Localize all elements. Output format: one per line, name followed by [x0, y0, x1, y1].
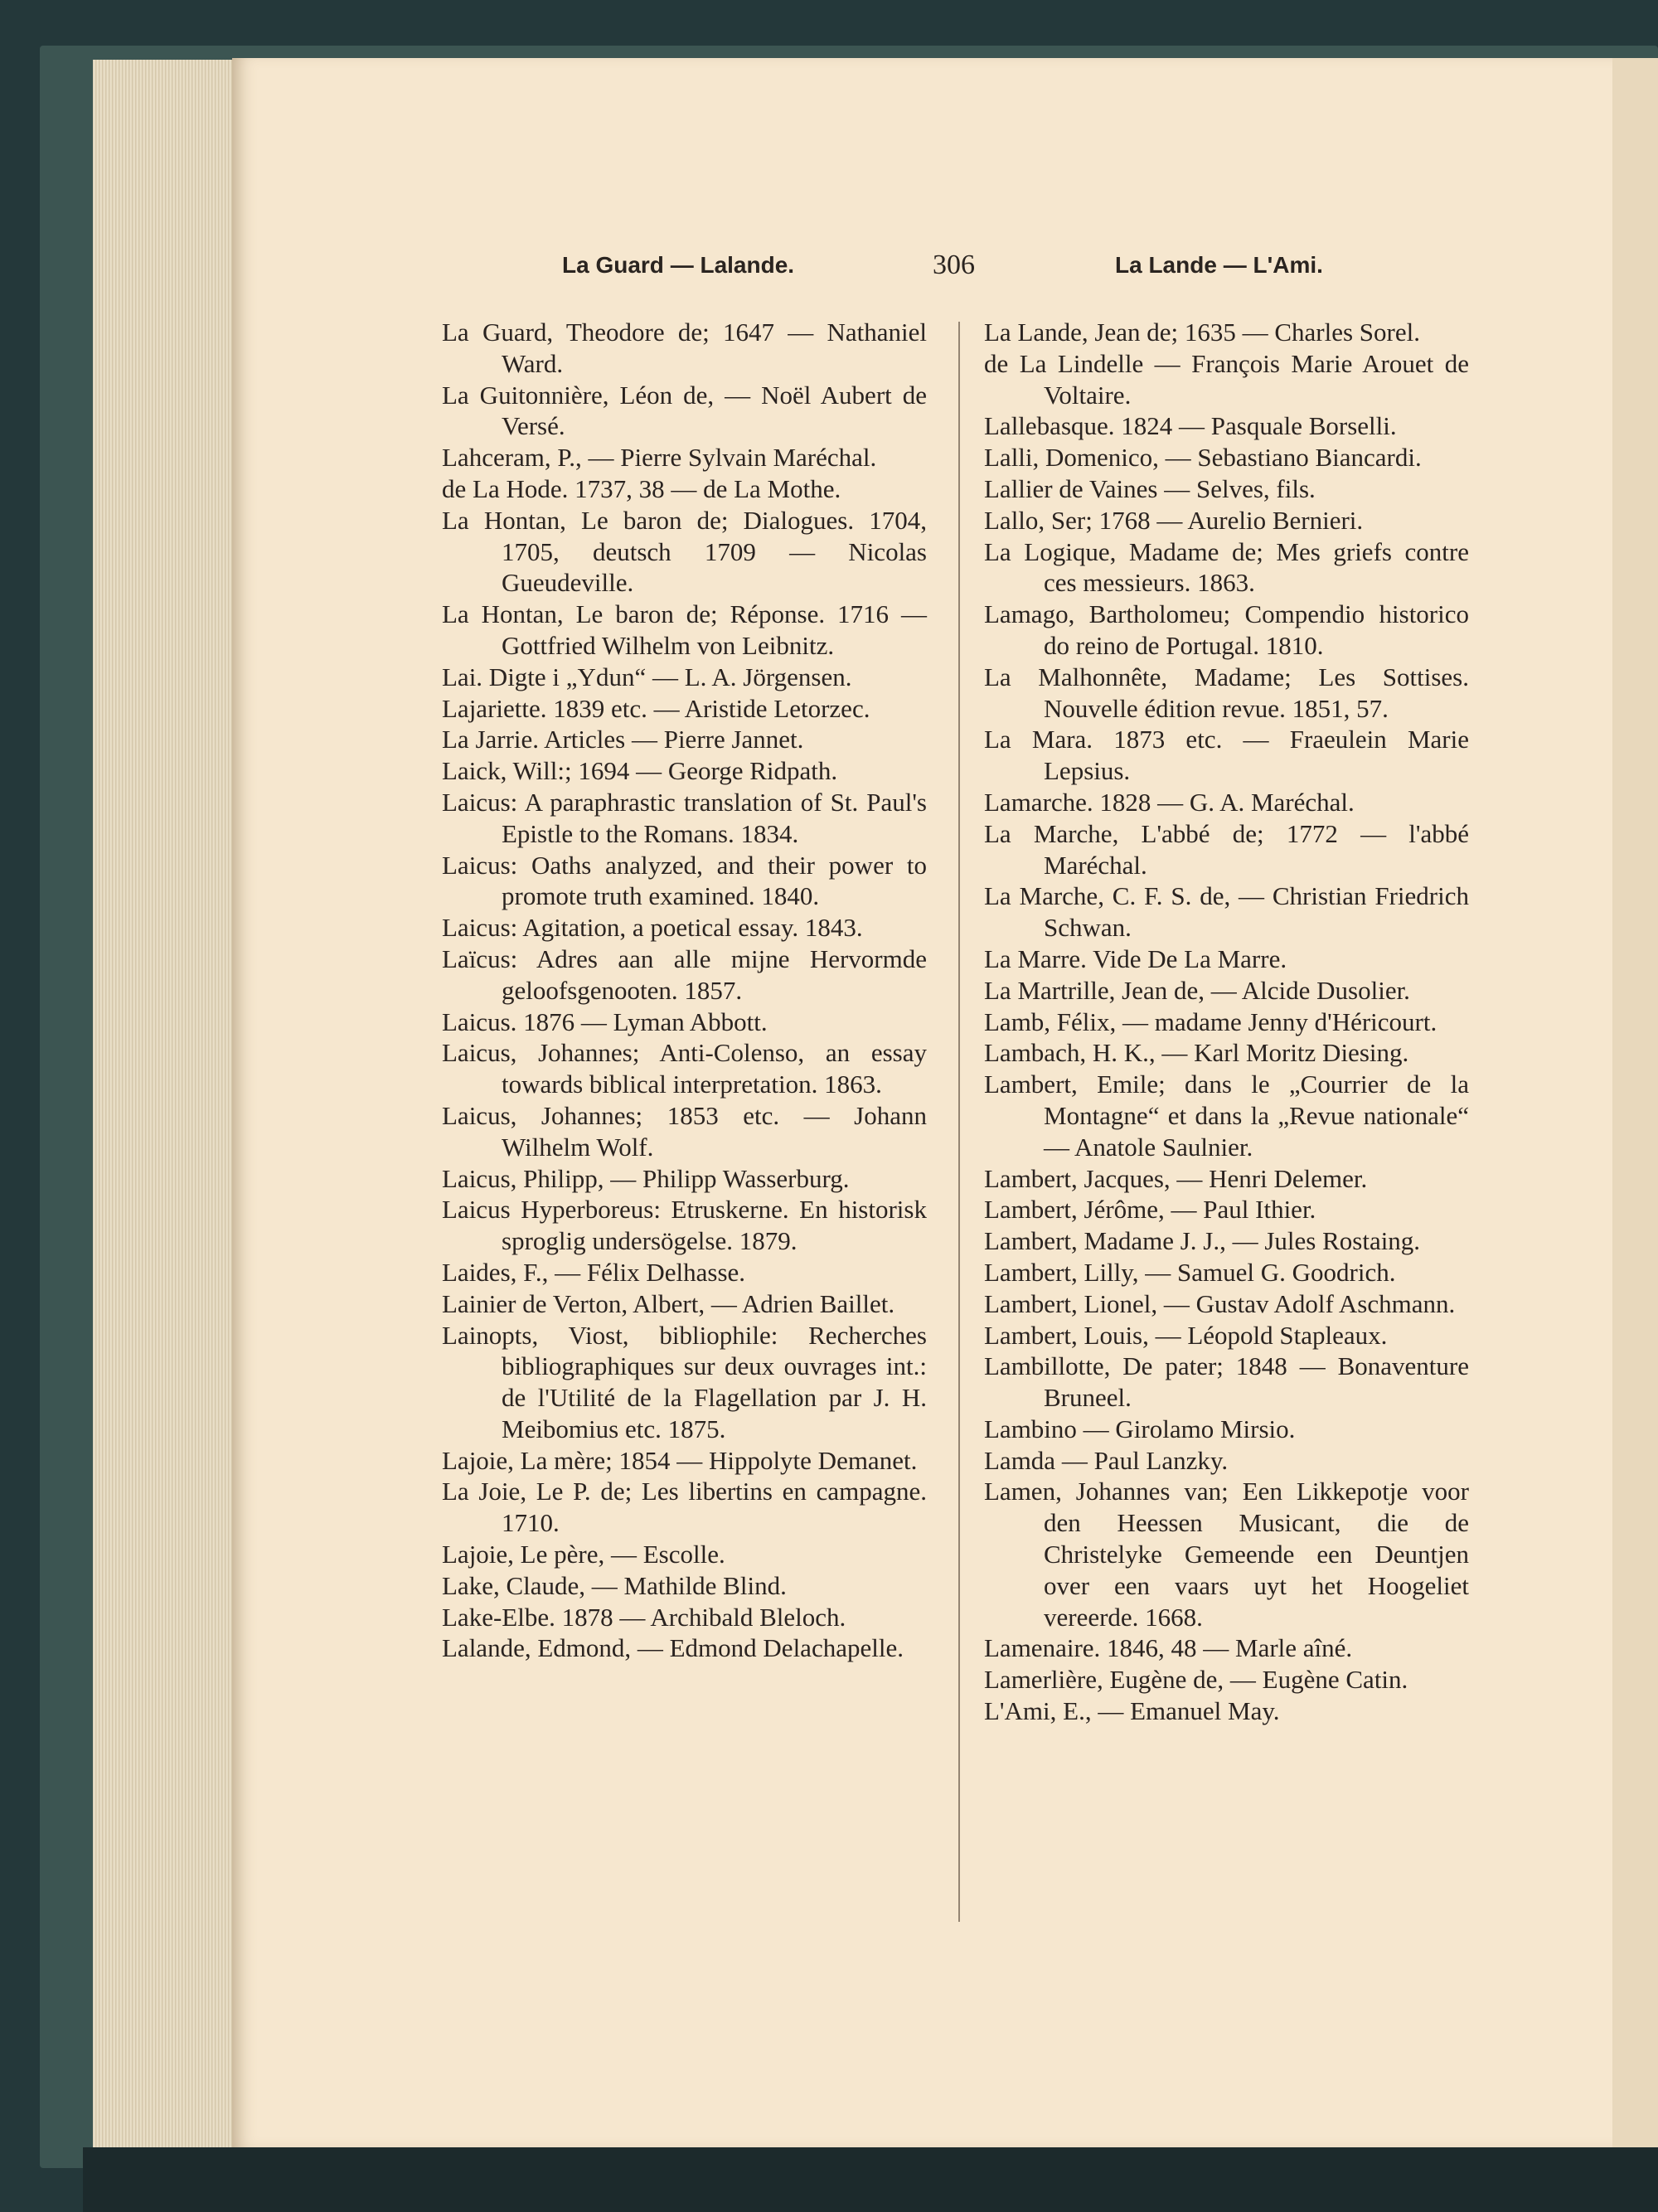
index-entry: Lainopts, Viost, bibliophile: Recherches bibliographiques sur deux ouvrages int.: de l'Utilité de la Flagellation par J. H. Meibomius etc. 1875.	[442, 1320, 927, 1443]
running-head-right: La Lande — L'Ami.	[1115, 252, 1323, 278]
index-entry: Laicus. 1876 — Lyman Abbott.	[442, 1007, 768, 1036]
index-entry: La Hontan, Le baron de; Réponse. 1716 — Gottfried Wilhelm von Leibnitz.	[442, 599, 927, 660]
index-entry: de La Lindelle — François Marie Arouet de Voltaire.	[984, 348, 1469, 410]
index-entry: Laicus: A paraphrastic translation of St. Paul's Epistle to the Romans. 1834.	[442, 787, 927, 848]
index-entry: La Martrille, Jean de, — Alcide Dusolier.	[984, 975, 1410, 1005]
index-entry: Lamago, Bartholomeu; Compendio historico do reino de Portugal. 1810.	[984, 599, 1469, 660]
index-entry: Lambert, Madame J. J., — Jules Rostaing.	[984, 1226, 1421, 1256]
index-entry: Lai. Digte i „Ydun“ — L. A. Jörgensen.	[442, 662, 852, 691]
index-entry: Laicus, Johannes; Anti-Colenso, an essay towards biblical interpretation. 1863.	[442, 1038, 927, 1099]
background-shadow	[83, 2147, 1658, 2212]
running-head-left: La Guard — Lalande.	[562, 252, 795, 278]
index-entry: La Joie, Le P. de; Les libertins en campagne. 1710.	[442, 1477, 927, 1538]
index-entry: La Guard, Theodore de; 1647 — Nathaniel Ward.	[442, 318, 927, 378]
page-edges	[93, 60, 238, 2149]
index-entry: de La Hode. 1737, 38 — de La Mothe.	[442, 473, 841, 503]
index-entry: La Logique, Madame de; Mes griefs contre ces messieurs. 1863.	[984, 536, 1469, 598]
index-entry: Laicus: Oaths analyzed, and their power to promote truth examined. 1840.	[442, 850, 927, 911]
index-entry: Lallier de Vaines — Selves, fils.	[984, 473, 1316, 503]
index-entry: Lainier de Verton, Albert, — Adrien Baillet.	[442, 1288, 895, 1318]
index-entry: Lajoie, La mère; 1854 — Hippolyte Demanet.	[442, 1445, 918, 1475]
left-column	[442, 317, 927, 1664]
index-entry: Laick, Will:; 1694 — George Ridpath.	[442, 756, 838, 786]
index-entry: La Marche, L'abbé de; 1772 — l'abbé Maréchal.	[984, 818, 1469, 880]
index-entry: Lambach, H. K., — Karl Moritz Diesing.	[984, 1038, 1409, 1068]
index-entry: Lambert, Emile; dans le „Courrier de la Montagne“ et dans la „Revue nationale“ — Anatole Saulnier.	[984, 1070, 1469, 1162]
index-entry: La Mara. 1873 etc. — Fraeulein Marie Lepsius.	[984, 725, 1469, 786]
index-entry: Lake, Claude, — Mathilde Blind.	[442, 1570, 787, 1600]
index-entry: Lamb, Félix, — madame Jenny d'Héricourt.	[984, 1007, 1437, 1036]
index-entry: L'Ami, E., — Emanuel May.	[984, 1696, 1280, 1726]
index-entry: Lalande, Edmond, — Edmond Delachapelle.	[442, 1633, 904, 1663]
index-entry: Lahceram, P., — Pierre Sylvain Maréchal.	[442, 443, 877, 473]
index-entry: Lambert, Lionel, — Gustav Adolf Aschmann.	[984, 1288, 1456, 1318]
index-entry: Lajariette. 1839 etc. — Aristide Letorzec.	[442, 693, 870, 723]
index-entry: Laicus: Agitation, a poetical essay. 1843.	[442, 913, 863, 943]
index-entry: Lambert, Louis, — Léopold Stapleaux.	[984, 1320, 1388, 1350]
index-entry: Lamen, Johannes van; Een Likkepotje voor den Heessen Musicant, die de Christelyke Gemeende een Deuntjen over een vaars uyt het Hoogeliet vereerde. 1668.	[984, 1477, 1469, 1632]
index-entry: Laïcus: Adres aan alle mijne Hervormde geloofsgenooten. 1857.	[442, 943, 927, 1005]
index-entry: La Guitonnière, Léon de, — Noël Aubert de Versé.	[442, 380, 927, 441]
index-entry: La Malhonnête, Madame; Les Sottises. Nouvelle édition revue. 1851, 57.	[984, 662, 1469, 723]
index-entry: La Marre. Vide De La Marre.	[984, 943, 1287, 973]
index-entry: Lambert, Jacques, — Henri Delemer.	[984, 1163, 1368, 1193]
page-number: 306	[933, 250, 975, 280]
index-entry: Lamda — Paul Lanzky.	[984, 1445, 1229, 1475]
index-entry: Lallo, Ser; 1768 — Aurelio Bernieri.	[984, 505, 1364, 535]
index-entry: Lamarche. 1828 — G. A. Maréchal.	[984, 787, 1355, 817]
index-entry: Lambert, Lilly, — Samuel G. Goodrich.	[984, 1257, 1396, 1287]
index-entry: Laicus, Johannes; 1853 etc. — Johann Wilhelm Wolf.	[442, 1100, 927, 1162]
index-entry: Laicus Hyperboreus: Etruskerne. En historisk sproglig undersögelse. 1879.	[442, 1195, 927, 1256]
index-entry: Laides, F., — Félix Delhasse.	[442, 1257, 746, 1287]
index-entry: La Lande, Jean de; 1635 — Charles Sorel.	[984, 318, 1420, 347]
index-entry: Lalli, Domenico, — Sebastiano Biancardi.	[984, 443, 1422, 473]
index-entry: Lamerlière, Eugène de, — Eugène Catin.	[984, 1665, 1408, 1695]
index-entry: Lambino — Girolamo Mirsio.	[984, 1414, 1296, 1443]
index-entry: Lake-Elbe. 1878 — Archibald Bleloch.	[442, 1602, 846, 1632]
index-entry: Lajoie, Le père, — Escolle.	[442, 1540, 725, 1569]
index-entry: Laicus, Philipp, — Philipp Wasserburg.	[442, 1163, 850, 1193]
index-entry: La Hontan, Le baron de; Dialogues. 1704, 1705, deutsch 1709 — Nicolas Gueudeville.	[442, 505, 927, 598]
column-divider	[958, 322, 960, 1922]
right-column	[984, 317, 1469, 1727]
index-entry: Lambillotte, De pater; 1848 — Bonaventure Bruneel.	[984, 1351, 1469, 1413]
index-entry: Lambert, Jérôme, — Paul Ithier.	[984, 1195, 1316, 1225]
facing-page-edge	[1612, 58, 1658, 2156]
index-entry: Lamenaire. 1846, 48 — Marle aîné.	[984, 1633, 1353, 1663]
index-entry: Lallebasque. 1824 — Pasquale Borselli.	[984, 411, 1397, 441]
index-entry: La Marche, C. F. S. de, — Christian Friedrich Schwan.	[984, 881, 1469, 943]
index-entry: La Jarrie. Articles — Pierre Jannet.	[442, 725, 804, 754]
